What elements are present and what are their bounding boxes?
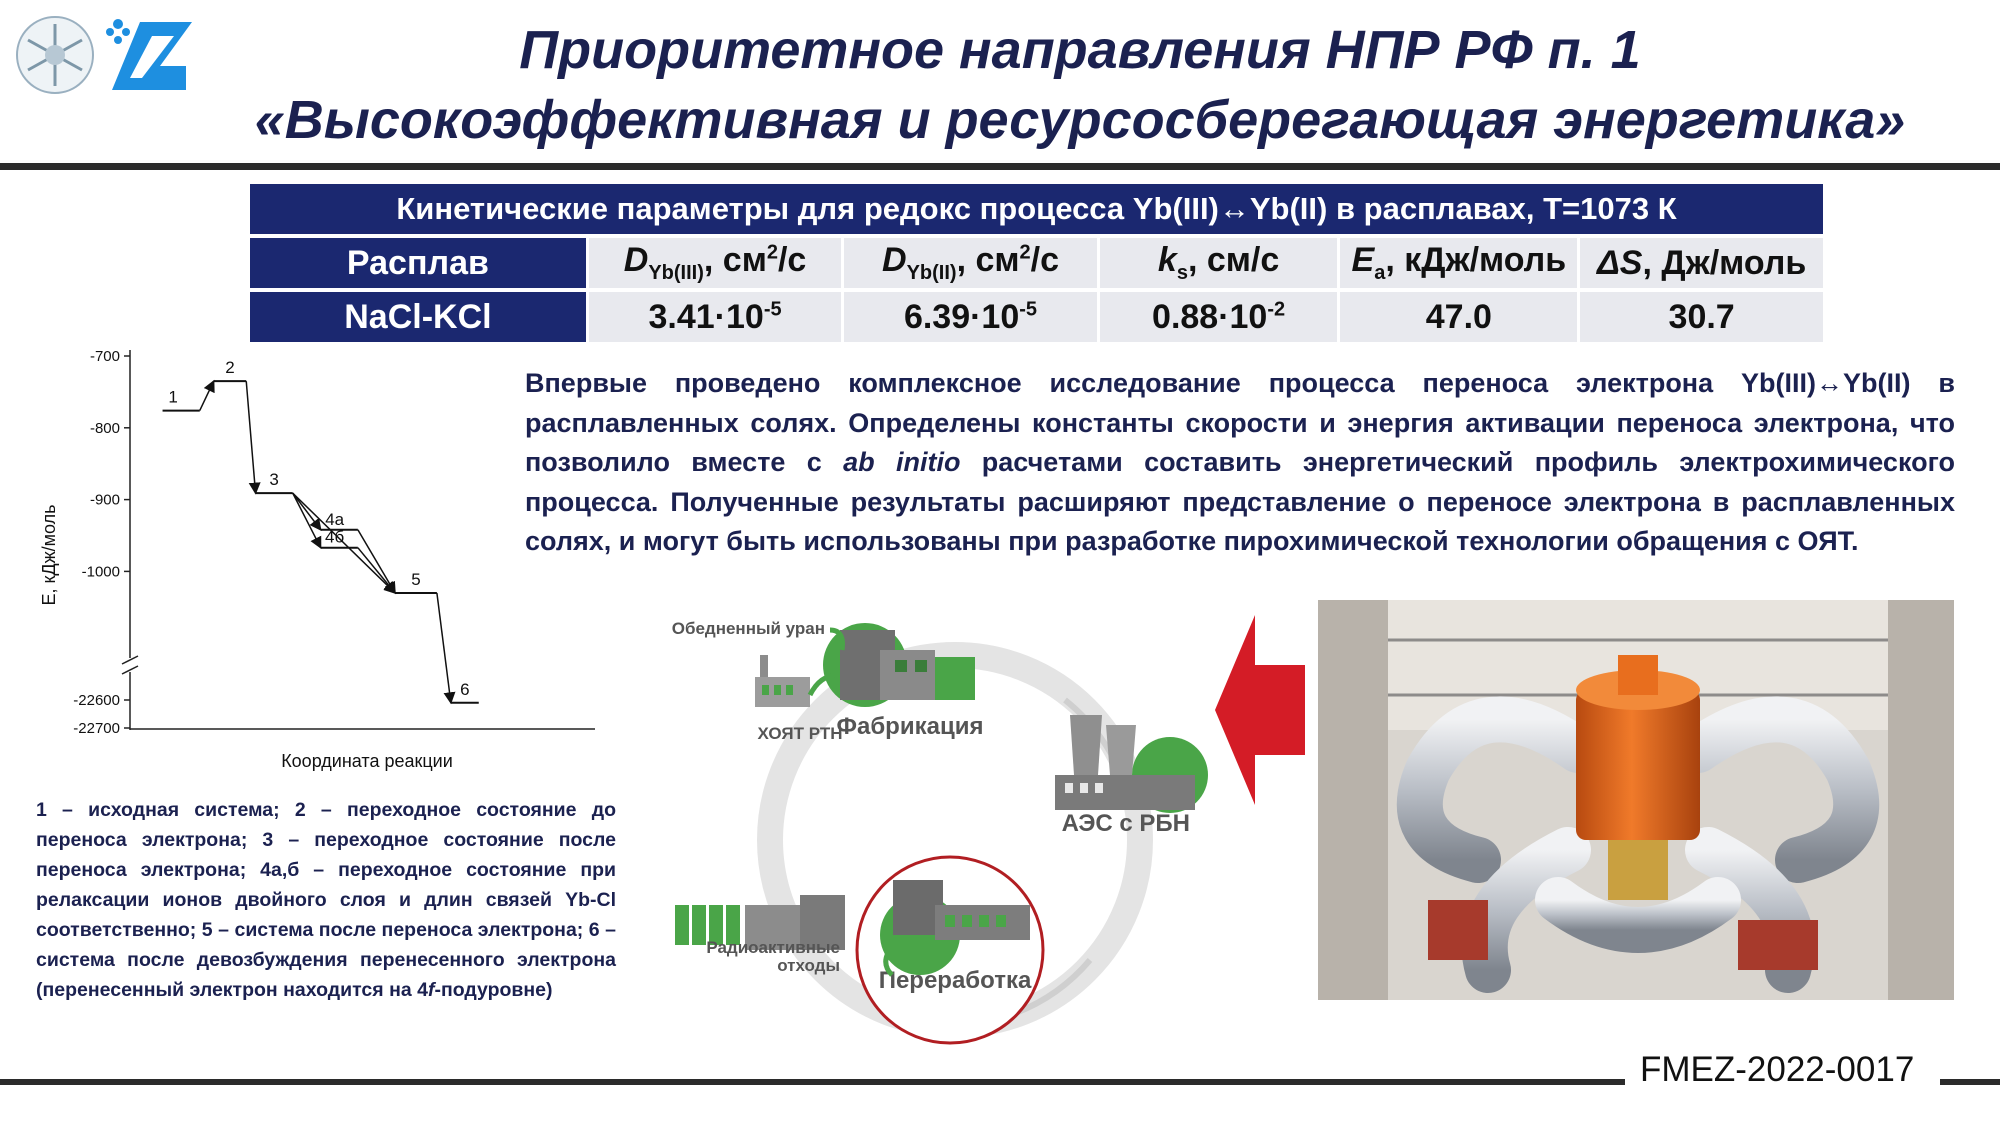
institute-logo [14,14,96,96]
energy-level-label: 2 [225,358,235,378]
energy-level-label: 5 [411,569,421,589]
kinetics-table [250,184,1826,346]
depleted-uranium-label: Обедненный уран [671,619,825,638]
cell-ds: 30.7 [1579,290,1825,344]
fabrication-plant-icon [823,623,975,707]
table-row [250,290,1825,344]
chart-y-tick-label: -22600 [73,692,120,709]
energy-level-label: 4б [325,527,345,547]
col-ds: ΔS, Дж/моль [1579,236,1825,290]
chart-y-axis-label: E, кДж/моль [39,504,59,606]
chart-y-tick-label: -1000 [81,563,120,581]
footer-rule-left [0,1079,1625,1085]
npp-icon [1055,715,1208,813]
energy-transition [246,381,255,493]
sfs-rtn-label: ХОЯТ РТН [757,724,843,743]
npp-label: АЭС с РБН [1061,810,1190,837]
energy-transition [293,493,395,593]
radwaste-label-line1: Радиоактивные [706,938,840,957]
fabrication-label: Фабрикация [836,713,984,740]
energy-transition [293,493,321,548]
energy-transition [200,381,214,410]
col-ea: $E_a$, кДж/моль [1339,236,1579,290]
fuel-cycle-diagram [670,605,1210,1050]
table-caption: Кинетические параметры для редокс процесса Yb(III)↔Yb(II) в расплавах, T=1073 К [250,184,1825,236]
sfs-rtn-icon [755,655,810,707]
energy-level-label: 6 [460,679,470,699]
footer-rule-right [1940,1079,2000,1085]
energy-level-label: 1 [168,387,178,407]
energy-transition [293,493,321,530]
cell-melt: NaCl-KCl [250,290,587,344]
cell-ea: 47.0 [1339,290,1579,344]
document-code: FMEZ-2022-0017 [1640,1050,1915,1089]
description-paragraph: Впервые проведено комплексное исследование процесса переноса электрона Yb(III)↔Yb(II) в расплавленных солях. Определены константы скорости и энергия активации переноса электрона, что позволило вместе с ab initio расчетами составить энергетический профиль электрохимического процесса. Полученные результаты расширяют представление о переносе электрона в расплавленных солях, и могут быть использованы при разработке пирохимической технологии обращения с ОЯТ. [525,368,1955,556]
chart-legend-text: 1 – исходная система; 2 – переходное состояние до переноса электрона; 3 – переходное состояние после переноса электрона; 4а,б – переходное состояние при релаксации ионов двойного слоя и длин связей Yb-Cl соответственно; 5 – система после переноса электрона; 6 – система после девозбуждения перенесенного электрона (перенесенный электрон находится на 4f-подуровне) [36,799,616,1001]
energy-transition [437,593,451,703]
chart-y-tick-label: -700 [89,348,120,365]
cell-d-yb2: $6.39\cdot 10^{-5}$ [843,290,1098,344]
col-d-yb2: $D_{Yb(II)}$, $см^2/с$ [843,236,1098,290]
header-rule [0,163,2000,170]
cell-d-yb3: $3.41\cdot 10^{-5}$ [587,290,842,344]
col-melt: Расплав [250,236,587,290]
chart-y-tick-label: -22700 [73,720,120,737]
chart-x-axis-label: Координата реакции [281,751,453,771]
radwaste-label-line2: отходы [777,956,840,975]
energy-level-label: 4а [325,509,345,529]
energy-level-label: 3 [269,470,279,490]
reprocessing-label: Переработка [878,967,1032,994]
page-title-line1: Приоритетное направления НПР РФ п. 1 [519,20,1641,80]
chart-y-tick-label: -800 [89,419,120,437]
col-d-yb3: $D_{Yb(III)}$, $см^2/с$ [587,236,842,290]
chart-y-tick-label: -900 [89,491,120,509]
page-title-line2: «Высокоэффективная и ресурсосберегающая энергетика» [254,90,1906,150]
table-header-row [250,236,1825,290]
reactor-photo [1318,600,1954,1000]
col-ks: $k_s$, см/с [1098,236,1339,290]
cell-ks: $0.88\cdot 10^{-2}$ [1098,290,1339,344]
energy-transition [358,548,395,593]
red-arrow-icon [1210,610,1310,810]
